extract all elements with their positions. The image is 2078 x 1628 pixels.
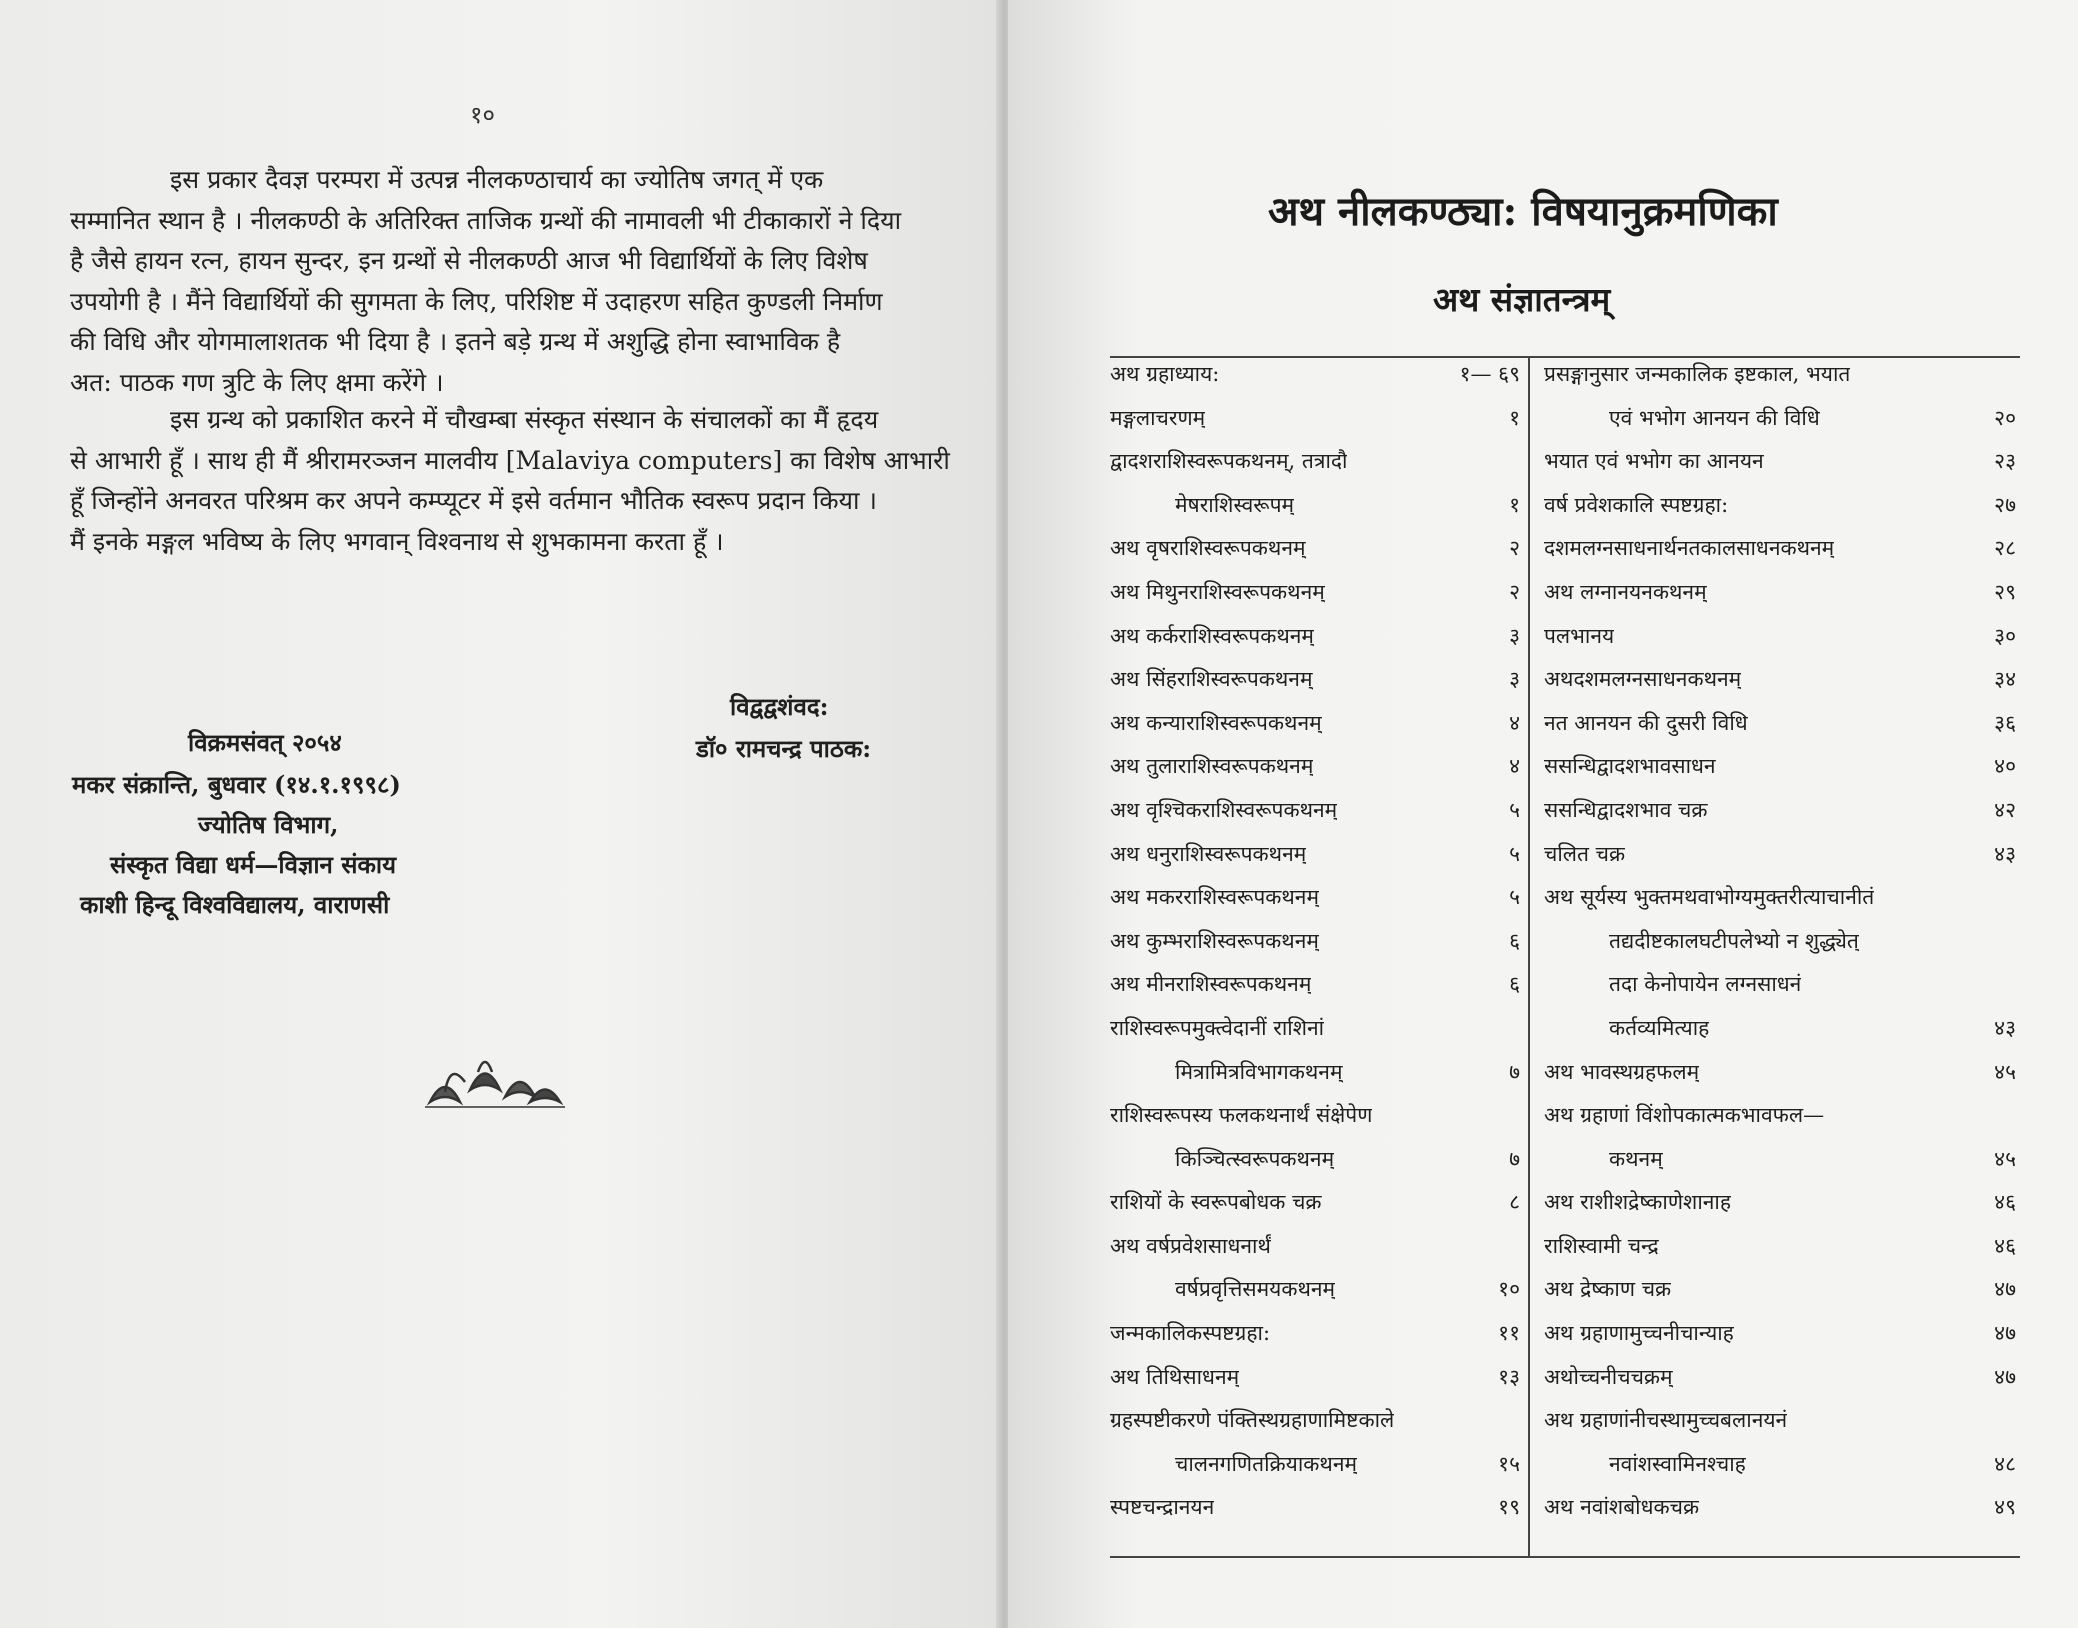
toc-entry bbox=[1544, 840, 2016, 884]
toc-entry bbox=[1110, 1493, 1520, 1537]
toc-entry bbox=[1110, 491, 1520, 535]
toc-entry bbox=[1110, 1406, 1520, 1450]
toc-entry-page: ४० bbox=[1994, 754, 2016, 779]
toc-entry bbox=[1544, 1319, 2016, 1363]
toc-entry-page: ३ bbox=[1509, 623, 1520, 648]
toc-entry-page: २९ bbox=[1994, 579, 2016, 604]
toc-entry-title: मङ्गलाचरणम् bbox=[1110, 405, 1206, 430]
toc-entry bbox=[1544, 970, 2016, 1014]
floral-ornament-icon bbox=[420, 1052, 570, 1112]
toc-entry-title: राशिस्वरूपमुक्त्वेदानीं राशिनां bbox=[1110, 1015, 1325, 1040]
toc-entry-title: राशिस्वरूपस्य फलकथनार्थं संक्षेपेण bbox=[1110, 1103, 1373, 1128]
toc-entry-title: चालनगणितक्रियाकथनम् bbox=[1175, 1451, 1358, 1476]
toc-entry-page: २३ bbox=[1994, 449, 2016, 474]
toc-entry bbox=[1544, 752, 2016, 796]
toc-entry bbox=[1544, 883, 2016, 927]
preface-paragraph-1 bbox=[70, 160, 910, 403]
toc-entry-page: ७ bbox=[1509, 1059, 1520, 1084]
toc-entry bbox=[1544, 491, 2016, 535]
toc-entry bbox=[1544, 1406, 2016, 1450]
toc-entry-page: ११ bbox=[1498, 1321, 1520, 1346]
toc-entry-title: ससन्धिद्वादशभावसाधन bbox=[1544, 754, 1716, 779]
toc-entry-title: चलित चक्र bbox=[1544, 841, 1626, 866]
toc-entry-page: १ bbox=[1509, 405, 1520, 430]
preface-paragraph-2 bbox=[70, 400, 950, 562]
toc-entry-page: ५ bbox=[1509, 797, 1520, 822]
signature-department: ज्योतिष विभाग, bbox=[198, 810, 339, 839]
toc-entry-page: ८ bbox=[1509, 1190, 1520, 1215]
toc-entry-page: २ bbox=[1509, 536, 1520, 561]
toc-entry bbox=[1110, 927, 1520, 971]
toc-entry-page: ३४ bbox=[1994, 667, 2016, 692]
toc-entry-page: ७ bbox=[1509, 1146, 1520, 1171]
toc-entry bbox=[1544, 927, 2016, 971]
preface-line: की विधि और योगमालाशतक भी दिया है । इतने बड़े ग्रन्थ में अशुद्धि होना स्वाभाविक है bbox=[70, 327, 841, 356]
toc-entry-title: अथ वृश्चिकराशिस्वरूपकथनम् bbox=[1110, 797, 1338, 822]
toc-entry-title: अथ कर्कराशिस्वरूपकथनम् bbox=[1110, 623, 1314, 648]
toc-entry bbox=[1544, 622, 2016, 666]
toc-column-divider bbox=[1528, 356, 1530, 1558]
toc-entry bbox=[1110, 622, 1520, 666]
toc-entry bbox=[1544, 1058, 2016, 1102]
toc-entry bbox=[1544, 404, 2016, 448]
preface-line: उपयोगी है । मैंने विद्यार्थियों की सुगमता के लिए, परिशिष्ट में उदाहरण सहित कुण्डली निर्माण bbox=[70, 286, 883, 316]
toc-entry bbox=[1110, 1363, 1520, 1407]
toc-entry bbox=[1110, 1319, 1520, 1363]
toc-entry-title: अथ वृषराशिस्वरूपकथनम् bbox=[1110, 536, 1306, 561]
toc-entry bbox=[1110, 709, 1520, 753]
toc-entry bbox=[1110, 534, 1520, 578]
toc-entry bbox=[1544, 709, 2016, 753]
toc-entry-title: अथ मीनराशिस्वरूपकथनम् bbox=[1110, 972, 1312, 997]
preface-line: हूँ जिन्होंने अनवरत परिश्रम कर अपने कम्प्यूटर में इसे वर्तमान भौतिक स्वरूप प्रदान किया । bbox=[70, 486, 877, 515]
toc-entry bbox=[1544, 534, 2016, 578]
toc-entry-page: ४३ bbox=[1994, 1015, 2016, 1040]
toc-entry bbox=[1544, 796, 2016, 840]
toc-entry-title: अथ भावस्थग्रहफलम् bbox=[1544, 1059, 1700, 1084]
toc-entry-page: ४ bbox=[1509, 710, 1520, 735]
toc-entry-title: प्रसङ्गानुसार जन्मकालिक इष्टकाल, भयात bbox=[1544, 362, 1851, 386]
toc-entry-title: अथ ग्रहाध्याय: bbox=[1110, 362, 1220, 386]
toc-entry-title: नत आनयन की दुसरी विधि bbox=[1544, 710, 1748, 735]
toc-entry-title: अथोच्चनीचचक्रम् bbox=[1544, 1364, 1673, 1389]
toc-entry-title: अथ तिथिसाधनम् bbox=[1110, 1364, 1240, 1389]
toc-entry bbox=[1110, 1188, 1520, 1232]
toc-entry-page: ४९ bbox=[1994, 1495, 2016, 1520]
toc-entry bbox=[1110, 840, 1520, 884]
toc-entry-title: राशियों के स्वरूपबोधक चक्र bbox=[1110, 1190, 1322, 1215]
toc-entry-page: २८ bbox=[1994, 536, 2016, 561]
toc-entry-title: किञ्चित्स्वरूपकथनम् bbox=[1175, 1146, 1335, 1171]
toc-entry-title: द्वादशराशिस्वरूपकथनम्, तत्रादौ bbox=[1110, 449, 1348, 474]
toc-entry-title: वर्षप्रवृत्तिसमयकथनम् bbox=[1175, 1277, 1336, 1302]
toc-entry-page: ४७ bbox=[1994, 1277, 2016, 1302]
signature-faculty: संस्कृत विद्या धर्म—विज्ञान संकाय bbox=[110, 850, 397, 879]
toc-entry bbox=[1110, 1275, 1520, 1319]
toc-entry bbox=[1544, 1188, 2016, 1232]
toc-entry bbox=[1110, 360, 1520, 404]
toc-entry-page: ४२ bbox=[1994, 797, 2016, 822]
toc-entry-page: ४६ bbox=[1994, 1233, 2016, 1258]
signature-author: डॉ० रामचन्द्र पाठक: bbox=[696, 734, 872, 763]
preface-line: सम्मानित स्थान है । नीलकण्ठी के अतिरिक्त ताजिक ग्रन्थों की नामावली भी टीकाकारों ने दिया bbox=[70, 205, 902, 235]
toc-entry-page: ४ bbox=[1509, 754, 1520, 779]
toc-entry-title: अथ लग्नानयनकथनम् bbox=[1544, 579, 1707, 604]
toc-entry-title: अथ तुलाराशिस्वरूपकथनम् bbox=[1110, 754, 1314, 779]
toc-entry bbox=[1110, 970, 1520, 1014]
toc-entry-page: ४७ bbox=[1994, 1321, 2016, 1346]
toc-entry-title: तद्यदीष्टकालघटीपलेभ्यो न शुद्ध्येत् bbox=[1609, 928, 1859, 953]
preface-line: अत: पाठक गण त्रुटि के लिए क्षमा करेंगे । bbox=[70, 367, 444, 397]
toc-entry bbox=[1544, 665, 2016, 709]
toc-entry bbox=[1110, 1450, 1520, 1494]
toc-entry bbox=[1544, 1145, 2016, 1189]
toc-entry-title: मित्रामित्रविभागकथनम् bbox=[1175, 1059, 1343, 1084]
toc-entry-title: मेषराशिस्वरूपम् bbox=[1175, 492, 1295, 517]
signature-greeting: विद्वद्वशंवद: bbox=[730, 692, 829, 721]
signature-date: मकर संक्रान्ति, बुधवार (१४.१.१९९८) bbox=[72, 770, 401, 799]
toc-entry-title: अथदशमलग्नसाधनकथनम् bbox=[1544, 667, 1742, 692]
preface-line: इस ग्रन्थ को प्रकाशित करने में चौखम्बा संस्कृत संस्थान के संचालकों का मैं हृदय bbox=[170, 405, 879, 434]
toc-entry-page: ३६ bbox=[1994, 710, 2016, 735]
toc-entry-title: एवं भभोग आनयन की विधि bbox=[1609, 405, 1820, 430]
preface-line: है जैसे हायन रत्न, हायन सुन्दर, इन ग्रन्थों से नीलकण्ठी आज भी विद्यार्थियों के लिए विशेष bbox=[70, 246, 868, 275]
toc-entry bbox=[1544, 1493, 2016, 1537]
toc-entry bbox=[1110, 752, 1520, 796]
toc-entry bbox=[1110, 883, 1520, 927]
toc-entry bbox=[1110, 404, 1520, 448]
toc-entry bbox=[1110, 1014, 1520, 1058]
toc-entry bbox=[1110, 665, 1520, 709]
toc-entry-title: वर्ष प्रवेशकालि स्पष्टग्रहा: bbox=[1544, 492, 1729, 517]
toc-entry-title: ग्रहस्पष्टीकरणे पंक्तिस्थग्रहाणामिष्टकाले bbox=[1110, 1408, 1395, 1433]
toc-entry-title: नवांशस्वामिनश्चाह bbox=[1609, 1451, 1746, 1476]
toc-entry-title: तदा केनोपायेन लग्नसाधनं bbox=[1609, 972, 1802, 997]
preface-line: से आभारी हूँ । साथ ही मैं श्रीरामरञ्जन मालवीय [Malaviya computers] का विशेष आभारी bbox=[70, 445, 950, 475]
toc-entry-title: स्पष्टचन्द्रानयन bbox=[1110, 1495, 1215, 1520]
toc-top-rule bbox=[1110, 356, 2020, 358]
toc-bottom-rule bbox=[1110, 1556, 2020, 1558]
toc-column-1 bbox=[1110, 360, 1520, 1537]
toc-entry-title: अथ वर्षप्रवेशसाधनार्थं bbox=[1110, 1233, 1271, 1258]
toc-entry-page: १९ bbox=[1498, 1495, 1520, 1520]
toc-entry-page: ३० bbox=[1994, 623, 2016, 648]
toc-entry-page: २७ bbox=[1994, 492, 2016, 517]
toc-entry-page: ५ bbox=[1509, 885, 1520, 910]
toc-entry bbox=[1110, 1101, 1520, 1145]
toc-entry-title: अथ ग्रहाणां विंशोपकात्मकभावफल— bbox=[1544, 1103, 1825, 1128]
toc-entry bbox=[1544, 1232, 2016, 1276]
toc-entry bbox=[1110, 1232, 1520, 1276]
toc-entry bbox=[1544, 1101, 2016, 1145]
toc-entry-title: दशमलग्नसाधनार्थनतकालसाधनकथनम् bbox=[1544, 536, 1835, 561]
toc-entry bbox=[1110, 1058, 1520, 1102]
toc-entry-title: कर्तव्यमित्याह bbox=[1609, 1015, 1710, 1040]
toc-entry-title: राशिस्वामी चन्द्र bbox=[1544, 1233, 1659, 1258]
toc-entry-title: ससन्धिद्वादशभाव चक्र bbox=[1544, 797, 1708, 822]
signature-university: काशी हिन्दू विश्वविद्यालय, वाराणसी bbox=[80, 890, 390, 919]
toc-entry-title: अथ मकरराशिस्वरूपकथनम् bbox=[1110, 885, 1320, 910]
toc-entry-page: ४७ bbox=[1994, 1364, 2016, 1389]
toc-entry-page: २० bbox=[1994, 405, 2016, 430]
toc-entry bbox=[1110, 1145, 1520, 1189]
toc-entry-page: १ bbox=[1509, 492, 1520, 517]
toc-entry-title: अथ ग्रहाणांनीचस्थामुच्चबलानयनं bbox=[1544, 1408, 1788, 1433]
page-number: १० bbox=[470, 101, 495, 129]
toc-entry bbox=[1110, 578, 1520, 622]
toc-entry-page: ६ bbox=[1509, 928, 1520, 953]
toc-entry-page: १० bbox=[1498, 1277, 1520, 1302]
toc-entry-page: ४८ bbox=[1994, 1451, 2016, 1476]
toc-entry-title: अथ कुम्भराशिस्वरूपकथनम् bbox=[1110, 928, 1319, 953]
toc-entry-page: १— ६९ bbox=[1459, 362, 1520, 386]
toc-entry-title: पलभानय bbox=[1544, 623, 1615, 648]
toc-entry bbox=[1110, 796, 1520, 840]
signature-era: विक्रमसंवत् २०५४ bbox=[188, 728, 342, 757]
toc-entry-title: अथ कन्याराशिस्वरूपकथनम् bbox=[1110, 710, 1322, 735]
toc-entry-title: अथ नवांशबोधकचक्र bbox=[1544, 1495, 1700, 1520]
toc-entry bbox=[1544, 1450, 2016, 1494]
toc-entry-page: ४३ bbox=[1994, 841, 2016, 866]
toc-entry-title: अथ सूर्यस्य भुक्तमथवाभोग्यमुक्तरीत्याचानीतं bbox=[1544, 885, 1875, 910]
page-title: अथ नीलकण्ठ्या: विषयानुक्रमणिका bbox=[1268, 188, 1778, 235]
toc-entry-page: १३ bbox=[1498, 1364, 1520, 1389]
toc-entry bbox=[1544, 447, 2016, 491]
toc-entry bbox=[1544, 578, 2016, 622]
toc-entry bbox=[1544, 360, 2016, 404]
toc-entry-page: ६ bbox=[1509, 972, 1520, 997]
toc-entry-page: ४५ bbox=[1994, 1146, 2016, 1171]
toc-entry-title: जन्मकालिकस्पष्टग्रहा: bbox=[1110, 1321, 1271, 1346]
toc-entry-title: अथ मिथुनराशिस्वरूपकथनम् bbox=[1110, 579, 1325, 604]
toc-entry bbox=[1544, 1014, 2016, 1058]
toc-entry-title: कथनम् bbox=[1609, 1146, 1663, 1171]
toc-entry bbox=[1544, 1363, 2016, 1407]
toc-entry-page: ४५ bbox=[1994, 1059, 2016, 1084]
toc-entry-title: अथ सिंहराशिस्वरूपकथनम् bbox=[1110, 667, 1313, 692]
toc-entry bbox=[1110, 447, 1520, 491]
toc-column-2 bbox=[1544, 360, 2016, 1537]
toc-entry-title: अथ ग्रहाणामुच्चनीचान्याह bbox=[1544, 1321, 1734, 1346]
toc-entry-title: भयात एवं भभोग का आनयन bbox=[1544, 449, 1764, 474]
toc-entry-page: १५ bbox=[1498, 1451, 1520, 1476]
section-title: अथ संज्ञातन्त्रम् bbox=[1433, 280, 1611, 319]
toc-entry-title: अथ धनुराशिस्वरूपकथनम् bbox=[1110, 841, 1307, 866]
toc-entry-page: ३ bbox=[1509, 667, 1520, 692]
toc-entry-title: अथ द्रेष्काण चक्र bbox=[1544, 1277, 1672, 1302]
preface-line: इस प्रकार दैवज्ञ परम्परा में उत्पन्न नीलकण्ठाचार्य का ज्योतिष जगत् में एक bbox=[170, 165, 824, 194]
toc-entry bbox=[1544, 1275, 2016, 1319]
toc-entry-page: ४६ bbox=[1994, 1190, 2016, 1215]
toc-entry-page: ५ bbox=[1509, 841, 1520, 866]
preface-line: मैं इनके मङ्गल भविष्य के लिए भगवान् विश्वनाथ से शुभकामना करता हूँ । bbox=[70, 526, 724, 556]
toc-entry-title: अथ राशीशद्रेष्काणेशानाह bbox=[1544, 1190, 1732, 1215]
toc-entry-page: २ bbox=[1509, 579, 1520, 604]
